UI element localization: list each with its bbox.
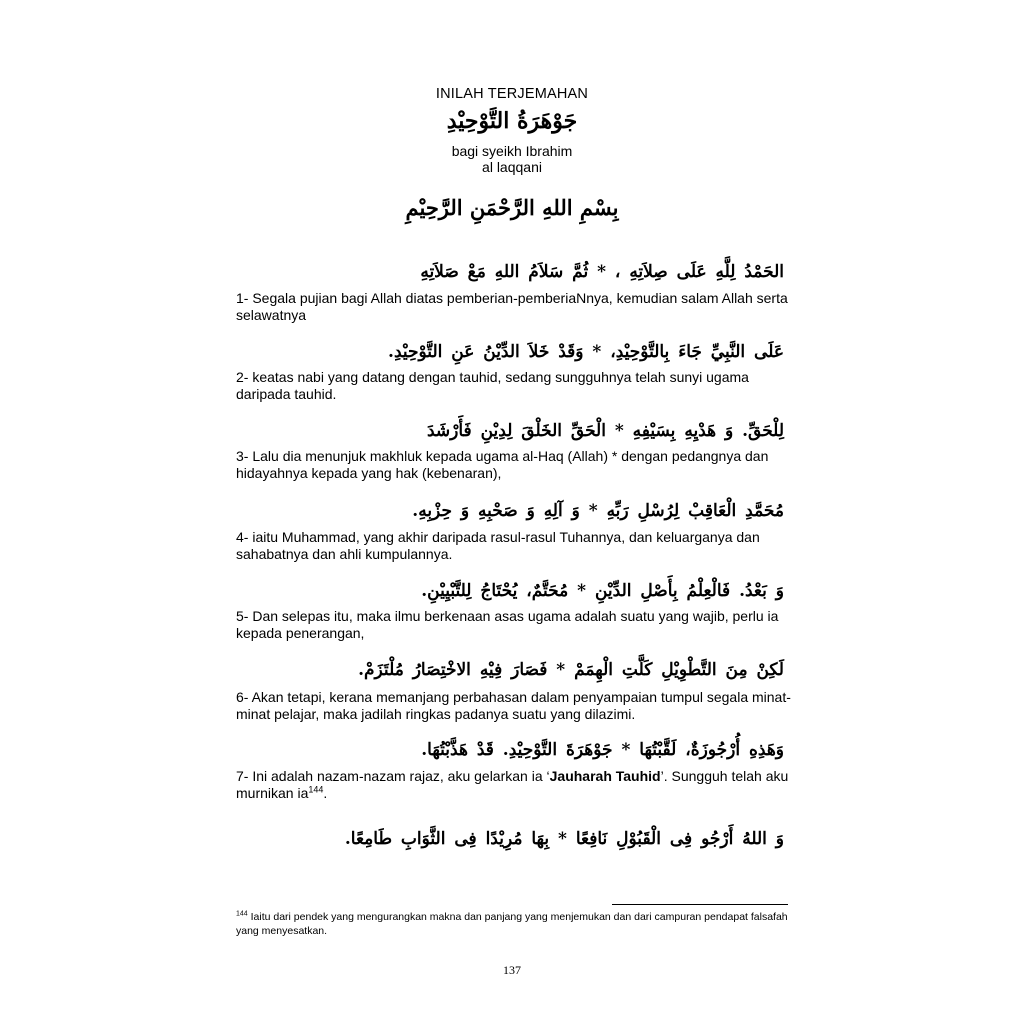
verse-7-translation: [236, 768, 792, 802]
verse-7-bold-title: Jauharah Tauhid: [549, 768, 661, 784]
verse-6-translation: 6- Akan tetapi, kerana memanjang perbahasan dalam penyampaian tumpul segala minat-minat pelajar, maka jadilah ringkas padanya suatu yang dilazimi.: [236, 689, 791, 722]
verse-6-arabic: لَكِنْ مِنَ التَّطْوِيْلِ كَلَّتِ الْهِمَمْ * فَصَارَ فِيْهِ الاخْتِصَارُ مُلْتَزَمْ.: [358, 660, 784, 680]
footnote-text: Iaitu dari pendek yang mengurangkan makna dan panjang yang menjemukan dan dari campuran pendapat falsafah yang menyesatkan.: [236, 911, 788, 937]
footnote: [236, 910, 792, 938]
verse-5-arabic: وَ بَعْدُ. فَالْعِلْمُ بِأَصْلِ الدِّيْنِ * مُحَتَّمٌ، يُحْتَاجُ لِلتَّبْيِيْنِ.: [421, 581, 784, 601]
footnote-reference[interactable]: 144: [308, 784, 324, 795]
basmala: بِسْمِ اللهِ الرَّحْمَنِ الرَّحِيْمِ: [405, 195, 619, 220]
page-number: 137: [503, 963, 521, 977]
footnote-number: 144: [236, 910, 248, 918]
author-line-1: bagi syeikh Ibrahim: [451, 143, 573, 159]
verse-7-text-b: ’. Sungguh telah aku murnikan ia: [236, 768, 789, 801]
verse-7-arabic: وَهَذِهِ أُرْجُوزَةٌ، لَقَّبْتُهَا * جَوْهَرَةَ التَّوْحِيْدِ. قَدْ هَذَّبْتُهَا.: [421, 740, 784, 760]
footnote-divider: [612, 904, 788, 905]
verse-4-arabic: مُحَمَّدِ الْعَاقِبْ لِرُسْلِ رَبِّهِ * وَ آلِهِ وَ صَحْبِهِ وَ حِزْبِهِ.: [412, 501, 784, 521]
arabic-title: جَوْهَرَةُ التَّوْحِيْدِ: [446, 108, 578, 134]
verse-8-arabic: وَ اللهُ أَرْجُو فِى الْقَبُوْلِ نَافِعًا * بِهَا مُرِيْدًا فِى الثَّوَابِ طَامِعًا.: [344, 829, 784, 849]
verse-7-text-end: .: [323, 785, 328, 801]
page-heading: INILAH TERJEMAHAN: [435, 86, 589, 102]
verse-1-arabic: الحَمْدُ لِلَّهِ عَلَى صِلاَتِهِ ، * ثُمَّ سَلاَمُ اللهِ مَعْ صَلاَتِهِ: [420, 262, 784, 282]
verse-4-translation: 4- iaitu Muhammad, yang akhir daripada rasul-rasul Tuhannya, dan keluarganya dan sahabatnya dan ahli kumpulannya.: [236, 529, 760, 562]
verse-2-arabic: عَلَى النَّبِيِّ جَاءَ بِالتَّوْحِيْدِ، * وَقَدْ خَلاَ الدِّيْنُ عَنِ التَّوْحِيْدِ.: [388, 342, 784, 362]
verse-7-text-a: 7- Ini adalah nazam-nazam rajaz, aku gelarkan ia ‘: [236, 768, 550, 784]
author-line-2: al laqqani: [482, 159, 542, 175]
verse-1-translation: 1- Segala pujian bagi Allah diatas pemberian-pemberiaNnya, kemudian salam Allah serta selawatnya: [236, 290, 788, 323]
verse-3-translation: 3- Lalu dia menunjuk makhluk kepada ugama al-Haq (Allah) * dengan pedangnya dan hidayahnya kepada yang hak (kebenaran),: [236, 448, 769, 481]
verse-5-translation: 5- Dan selepas itu, maka ilmu berkenaan asas ugama adalah suatu yang wajib, perlu ia kepada penerangan,: [236, 608, 779, 641]
verse-2-translation: 2- keatas nabi yang datang dengan tauhid, sedang sungguhnya telah sunyi ugama daripada tauhid.: [236, 369, 749, 402]
verse-3-arabic: لِلْحَقِّ. وَ هَدْيِهِ بِسَيْفِهِ * الْحَقِّ الخَلْقَ لِدِيْنِ فَأَرْشَدَ: [427, 421, 784, 441]
